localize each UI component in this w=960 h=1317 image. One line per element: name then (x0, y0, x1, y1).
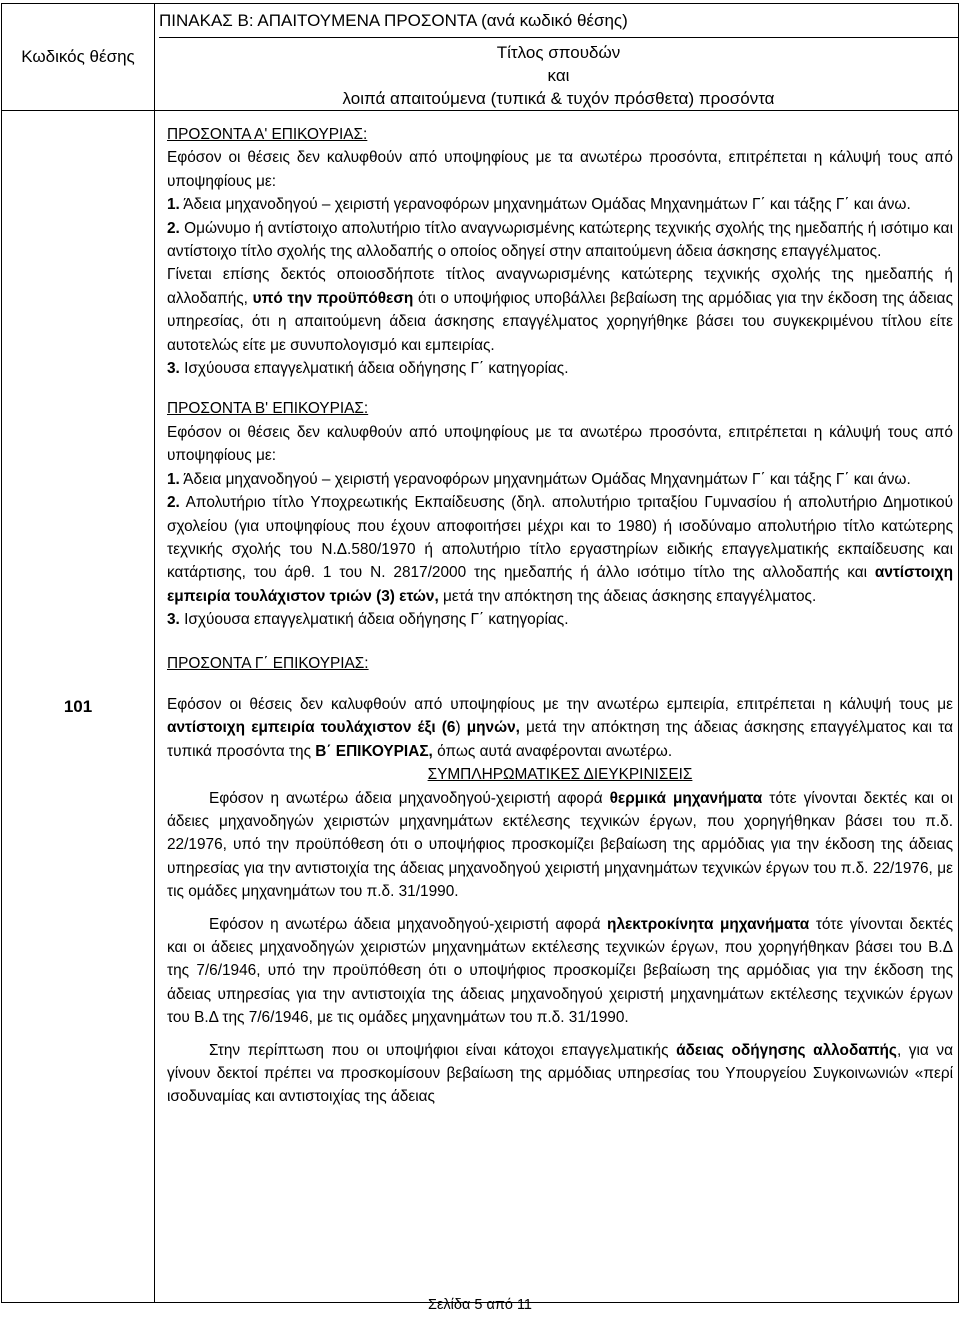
subtitle (159, 38, 958, 110)
section-a-extra: Γίνεται επίσης δεκτός οποιοσδήποτε τίτλος αναγνωρισμένης κατώτερης τεχνικής σχολής της ημεδαπής ή αλλοδαπής, υπό την προϋπόθεση ότι ο υποψήφιος υποβάλλει βεβαίωση της αρμόδιας για την έκδοση της άδειας υπηρεσίας, ότι η απαιτούμενη άδεια άσκησης επαγγέλματος χορηγήθηκε βάσει του συγκεκριμένου τίτλου είτε αυτοτελώς είτε με συνυπολογισμό και εμπειρίας. (167, 266, 953, 354)
position-code-value: 101 (63, 696, 93, 716)
clarification-foreign-license: Στην περίπτωση που οι υποψήφιοι είναι κάτοχοι επαγγελματικής άδειας οδήγησης αλλοδαπής, για να γίνουν δεκτοί πρέπει να προσκομίσουν βεβαίωση της αρμόδιας υπηρεσίας του Υπουργείου Συγκοινωνιών «περί ισοδυναμίας και αντιστοιχίας της άδειας (167, 1041, 954, 1106)
section-b-heading: ΠΡΟΣΟΝΤΑ Β' ΕΠΙΚΟΥΡΙΑΣ: (167, 400, 369, 418)
section-b-item-1: 1. Άδεια μηχανοδηγού – χειριστή γερανοφόρων μηχανημάτων Ομάδας Μηχανημάτων Γ΄ και τάξης Γ΄ και άνω. (167, 470, 911, 488)
table-header-row (2, 4, 959, 111)
clarification-electric: Εφόσον η ανωτέρω άδεια μηχανοδηγού-χειριστή αφορά ηλεκτροκίνητα μηχανήματα τότε γίνονται δεκτές και οι άδειες μηχανοδηγών χειριστών μηχανημάτων εκτέλεσης τεχνικών έργων, που χορηγήθηκαν βάσει του Β.Δ της 7/6/1946, υπό την προϋπόθεση ότι ο υποψήφιος προσκομίζει βεβαίωση της αρμόδιας για την έκδοση της άδειας υπηρεσίας για την αντιστοιχία της άδειας μηχανοδηγού χειριστή μηχανημάτων εκτέλεσης τεχνικών έργων του Β.Δ της 7/6/1946, με τις ομάδες μηχανημάτων του π.δ. 31/1990. (167, 915, 953, 1027)
requirements-table (1, 3, 959, 1303)
section-a-intro: Εφόσον οι θέσεις δεν καλυφθούν από υποψηφίους με τα ανωτέρω προσόντα, επιτρέπεται η κάλυψή τους από υποψηφίους με: (167, 149, 953, 190)
clarifications-heading: ΣΥΜΠΛΗΡΩΜΑΤΙΚΕΣ ΔΙΕΥΚΡΙΝΙΣΕΙΣ (427, 766, 693, 784)
subtitle-line-2: και (547, 66, 570, 85)
section-a-item-2: 2. Ομώνυμο ή αντίστοιχο απολυτήριο τίτλο αναγνωρισμένης κατώτερης τεχνικής σχολής της ημεδαπής ή ισότιμο και αντίστοιχο τίτλο σχολής της αλλοδαπής ο οποίος οδηγεί στην απαιτούμενη άδεια άσκησης επαγγέλματος. (167, 219, 953, 261)
requirements-content (155, 111, 959, 1303)
table-title: ΠΙΝΑΚΑΣ Β: ΑΠΑΙΤΟΥΜΕΝΑ ΠΡΟΣΟΝΤΑ (ανά κωδικό θέσης) (159, 4, 958, 38)
section-a-heading: ΠΡΟΣΟΝΤΑ Α' ΕΠΙΚΟΥΡΙΑΣ: (167, 126, 368, 143)
section-b-item-2: 2. Απολυτήριο τίτλο Υποχρεωτικής Εκπαίδευσης (δηλ. απολυτήριο τριταξίου Γυμνασίου ή απολυτήριο Δημοτικού σχολείου (για υποψηφίους που έχουν αποφοιτήσει μέχρι και το 1980) ή ισοδύναμο απολυτήριο τίτλο κατώτερης τεχνικής σχολής του Ν.Δ.580/1970 ή απολυτήριο τίτλο εργαστηρίων ειδικής επαγγελματικής εκπαίδευσης και κατάρτισης, του άρθ. 1 του Ν. 2817/2000 της ημεδαπής ή άλλο ισότιμο τίτλο της αλλοδαπής και αντίστοιχη εμπειρία τουλάχιστον τριών (3) ετών, μετά την απόκτηση της άδειας άσκησης επαγγέλματος. (167, 494, 953, 605)
section-c-paragraph: Εφόσον οι θέσεις δεν καλυφθούν από υποψηφίους με την ανωτέρω εμπειρία, επιτρέπεται η κάλυψή τους με αντίστοιχη εμπειρία τουλάχιστον έξι (6) μηνών, μετά την απόκτηση της άδειας άσκησης επαγγέλματος και τα τυπικά προσόντα της Β΄ ΕΠΙΚΟΥΡΙΑΣ, όπως αυτά αναφέρονται ανωτέρω. (167, 695, 953, 760)
section-a-item-3: 3. Ισχύουσα επαγγελματική άδεια οδήγησης Γ΄ κατηγορίας. (167, 360, 569, 378)
section-c-heading: ΠΡΟΣΟΝΤΑ Γ΄ ΕΠΙΚΟΥΡΙΑΣ: (167, 654, 369, 672)
title-column-header (155, 4, 959, 111)
clarification-thermal: Εφόσον η ανωτέρω άδεια μηχανοδηγού-χειριστή αφορά θερμικά μηχανήματα τότε γίνονται δεκτές και οι άδειες μηχανοδηγών χειριστών μηχανημάτων εκτέλεσης τεχνικών έργων, που χορηγήθηκαν βάσει του π.δ. 22/1976, υπό την προϋπόθεση ότι ο υποψήφιος προσκομίζει βεβαίωση της αρμόδιας για την έκδοση της άδειας υπηρεσίας για την αντιστοιχία της άδειας μηχανοδηγού χειριστή μηχανημάτων τεχνικών έργων του π.δ. 22/1976, με τις ομάδες μηχανημάτων του π.δ. 31/1990. (167, 789, 954, 901)
subtitle-line-3: λοιπά απαιτούμενα (τυπικά & τυχόν πρόσθετα) προσόντα (342, 89, 775, 108)
code-header-label: Κωδικός θέσης (21, 47, 135, 66)
section-b-intro: Εφόσον οι θέσεις δεν καλυφθούν από υποψηφίους με τα ανωτέρω προσόντα, επιτρέπεται η κάλυψή τους από υποψηφίους με: (167, 423, 953, 465)
subtitle-line-1: Τίτλος σπουδών (496, 43, 621, 62)
page-number: Σελίδα 5 από 11 (427, 1297, 532, 1313)
section-a-item-1: 1. Άδεια μηχανοδηγού – χειριστή γερανοφόρων μηχανημάτων Ομάδας Μηχανημάτων Γ΄ και τάξης Γ΄ και άνω. (167, 196, 911, 214)
section-b-item-3: 3. Ισχύουσα επαγγελματική άδεια οδήγησης Γ΄ κατηγορίας. (167, 611, 569, 629)
table-row (2, 111, 959, 1303)
position-code (2, 111, 155, 1303)
code-column-header (2, 4, 155, 111)
